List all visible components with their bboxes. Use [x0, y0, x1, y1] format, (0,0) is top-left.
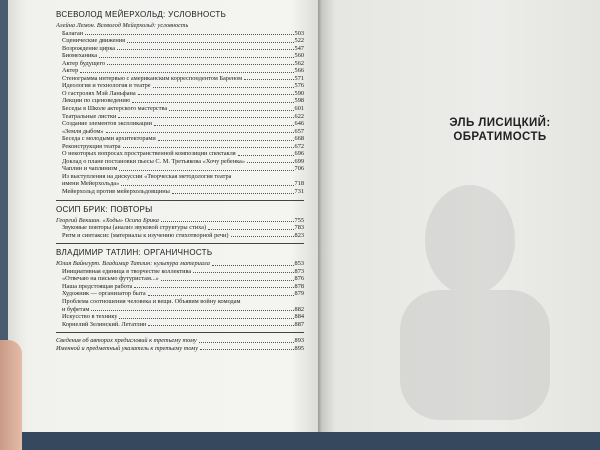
- toc-leader-dots: [148, 295, 294, 296]
- section-divider: [56, 243, 304, 244]
- toc-entry-title: и буфетам: [62, 305, 90, 313]
- toc-entry: [56, 345, 304, 353]
- toc-leader-dots: [117, 49, 293, 50]
- toc-leader-dots: [134, 287, 293, 288]
- toc-entry-title: Наша предстоящая работа: [62, 282, 133, 290]
- toc-entry-title: Сценические движения: [62, 37, 126, 45]
- toc-entry-title: Именной и предметный указатель к третьему тому: [56, 344, 199, 352]
- toc-entry-title: Создание элементов экспликации: [62, 120, 153, 128]
- toc-entry-page: 503: [294, 29, 304, 37]
- toc-entry-title: Лекции по сценоведению: [62, 97, 131, 105]
- toc-leader-dots: [212, 265, 294, 266]
- toc-entry-title: Звуковые повторы (анализ звуковой структуры стиха): [62, 224, 207, 232]
- toc-leader-dots: [158, 140, 294, 141]
- toc-leader-dots: [148, 325, 293, 326]
- toc-entry: [56, 306, 304, 314]
- toc-entry: [56, 283, 304, 291]
- toc-entry-title: Алейна Лемон. Всеволод Мейерхольд: условность: [56, 22, 189, 29]
- toc-entry-title: Мейерхольд против мейерхольдовщины: [62, 188, 170, 196]
- toc-entry-page: 718: [294, 180, 304, 188]
- toc-entry-page: 622: [294, 112, 304, 120]
- toc-entry-title: Проблема соотношения человека и вещи. Объявим войну комодам: [62, 297, 241, 305]
- toc-entry-page: 884: [294, 313, 304, 321]
- toc-leader-dots: [231, 236, 294, 237]
- toc-entry: [56, 232, 304, 240]
- toc-entry-title: «Земля дыбом»: [62, 127, 104, 135]
- toc-entry-title: Корнелий Зелинский. Летатлин: [62, 320, 147, 328]
- toc-entry-page: 522: [294, 37, 304, 45]
- toc-entry-title: Беседа с молодыми архитекторами: [62, 135, 156, 143]
- toc-entry-page: 873: [294, 267, 304, 275]
- toc-entry: [56, 45, 304, 53]
- toc-entry-page: 893: [294, 337, 304, 345]
- toc-entry-title: Сведения об авторах предисловий к третьему тому: [56, 337, 197, 345]
- toc-entry: [56, 97, 304, 105]
- toc-entry: [56, 158, 304, 166]
- toc-entry-page: 601: [294, 105, 304, 113]
- toc-entry-title: Возрождение цирка: [62, 44, 116, 52]
- toc-entry: [56, 173, 304, 181]
- toc-entry: [56, 128, 304, 136]
- toc-entry-page: 699: [294, 157, 304, 165]
- table-of-contents: [56, 10, 304, 352]
- toc-leader-dots: [121, 185, 293, 186]
- toc-entry-page: 887: [294, 320, 304, 328]
- toc-entry-page: 646: [294, 120, 304, 128]
- toc-entry-page: 576: [294, 82, 304, 90]
- toc-section-title: ВЛАДИМИР ТАТЛИН: ОРГАНИЧНОСТЬ: [56, 248, 213, 258]
- toc-entry-page: 566: [294, 67, 304, 75]
- toc-leader-dots: [172, 193, 294, 194]
- toc-entry-page: 590: [294, 89, 304, 97]
- toc-entry-title: Беседы в Школе актерского мастерства: [62, 105, 168, 113]
- toc-leader-dots: [138, 94, 294, 95]
- toc-entry-title: Идеология и технология в театре: [62, 82, 151, 90]
- toc-entry-title: Ритм и синтаксис (материалы к изучению стихотворной речи): [62, 231, 229, 239]
- toc-leader-dots: [154, 125, 294, 126]
- toc-entry: [56, 120, 304, 128]
- toc-leader-dots: [119, 170, 293, 171]
- toc-entry-page: 696: [294, 150, 304, 158]
- toc-entry-title: Актер: [62, 67, 79, 75]
- toc-leader-dots: [91, 310, 293, 311]
- toc-entry-page: 731: [294, 188, 304, 196]
- toc-leader-dots: [106, 132, 294, 133]
- toc-leader-dots: [123, 147, 294, 148]
- toc-leader-dots: [127, 42, 293, 43]
- toc-entry-page: 706: [294, 165, 304, 173]
- toc-entry: [56, 290, 304, 298]
- toc-entry: [56, 224, 304, 232]
- toc-entry: [56, 90, 304, 98]
- toc-entry: [56, 260, 304, 268]
- toc-entry-page: 547: [294, 44, 304, 52]
- toc-entry: [56, 37, 304, 45]
- toc-entry: [56, 337, 304, 345]
- toc-entry: [56, 67, 304, 75]
- toc-entry-title: Стенограмма интервью с американским корреспондентом Бареном: [62, 74, 243, 82]
- toc-leader-dots: [200, 349, 293, 350]
- toc-entry: [56, 298, 304, 306]
- toc-leader-dots: [247, 162, 294, 163]
- toc-leader-dots: [244, 79, 293, 80]
- toc-entry: [56, 275, 304, 283]
- toc-entry: [56, 60, 304, 68]
- toc-entry-title: О некоторых вопросах пространственной композиции спектакля: [62, 150, 236, 158]
- toc-leader-dots: [118, 117, 293, 118]
- toc-entry: [56, 22, 304, 30]
- toc-entry-title: Актер будущего: [62, 59, 106, 67]
- toc-entry-title: Искусство в технику: [62, 313, 118, 321]
- toc-entry: [56, 321, 304, 329]
- section-title: [420, 116, 580, 144]
- toc-entry-page: 853: [294, 260, 304, 268]
- section-title-line-1: ЭЛЬ ЛИСИЦКИЙ:: [449, 117, 551, 129]
- toc-entry: [56, 188, 304, 196]
- toc-leader-dots: [208, 229, 293, 230]
- section-title-line-2: ОБРАТИМОСТЬ: [453, 131, 547, 143]
- toc-leader-dots: [193, 272, 293, 273]
- toc-entry-title: Доклад о плане постановки пьесы С. М. Третьякова «Хочу ребенка»: [62, 157, 245, 165]
- toc-entry-page: 876: [294, 275, 304, 283]
- toc-entry: [56, 217, 304, 225]
- toc-leader-dots: [161, 221, 294, 222]
- toc-entry-title: Из выступления на дискуссии «Творческая методология театра: [62, 172, 232, 180]
- toc-leader-dots: [80, 72, 293, 73]
- toc-entry-page: 657: [294, 127, 304, 135]
- toc-entry-page: 571: [294, 74, 304, 82]
- toc-entry-page: 668: [294, 135, 304, 143]
- toc-leader-dots: [161, 280, 294, 281]
- toc-entry: [56, 135, 304, 143]
- toc-entry-title: имени Мейерхольда»: [62, 180, 120, 188]
- toc-section-title: ОСИП БРИК: ПОВТОРЫ: [56, 204, 153, 214]
- toc-entry-page: 882: [294, 305, 304, 313]
- toc-leader-dots: [107, 64, 293, 65]
- toc-entry-page: 878: [294, 282, 304, 290]
- toc-entry-title: Инициативная единица в творчестве коллектива: [62, 267, 192, 275]
- toc-entry-title: Биомеханика: [62, 52, 98, 60]
- toc-entry: [56, 268, 304, 276]
- faded-portrait-image: [340, 170, 580, 420]
- toc-leader-dots: [85, 34, 293, 35]
- toc-leader-dots: [169, 110, 293, 111]
- finger: [0, 340, 22, 450]
- toc-entry-page: 823: [294, 231, 304, 239]
- toc-entry-title: О гастролях Мэй Ланьфана: [62, 89, 136, 97]
- toc-entry: [56, 105, 304, 113]
- section-divider: [56, 332, 304, 333]
- toc-entry-title: Чаплин и чаплинизм: [62, 165, 118, 173]
- toc-leader-dots: [238, 155, 294, 156]
- toc-entry-page: 672: [294, 142, 304, 150]
- toc-leader-dots: [99, 57, 293, 58]
- toc-entry-title: Георгий Векшин. «Ходы» Осипа Брика: [56, 216, 159, 224]
- table-surface: [0, 432, 600, 450]
- toc-entry-title: Художник — организатор быта: [62, 290, 146, 298]
- toc-entry-title: «Отвечаю на письмо футуристам...»: [62, 275, 159, 283]
- toc-entry: [56, 150, 304, 158]
- toc-entry: [56, 75, 304, 83]
- toc-entry-page: 560: [294, 52, 304, 60]
- toc-section-title: ВСЕВОЛОД МЕЙЕРХОЛЬД: УСЛОВНОСТЬ: [56, 10, 227, 19]
- toc-entry-page: 895: [294, 344, 304, 352]
- toc-entry-page: 562: [294, 59, 304, 67]
- toc-entry: [56, 30, 304, 38]
- toc-entry-title: Театральные листки: [62, 112, 117, 120]
- toc-leader-dots: [119, 318, 293, 319]
- toc-leader-dots: [132, 102, 293, 103]
- toc-entry-title: Реконструкция театра: [62, 142, 121, 150]
- section-divider: [56, 200, 304, 201]
- toc-entry-page: 783: [294, 224, 304, 232]
- toc-entry-page: 879: [294, 290, 304, 298]
- toc-entry: [56, 165, 304, 173]
- toc-entry: [56, 313, 304, 321]
- toc-entry: [56, 82, 304, 90]
- toc-leader-dots: [153, 87, 294, 88]
- toc-entry-page: 755: [294, 216, 304, 224]
- toc-entry-title: Балаган: [62, 29, 84, 37]
- toc-entry: [56, 143, 304, 151]
- toc-entry-page: 598: [294, 97, 304, 105]
- toc-entry: [56, 180, 304, 188]
- toc-entry-title: Юлия Вайнгурт. Владимир Татлин: культура материала: [56, 260, 210, 268]
- toc-leader-dots: [199, 342, 294, 343]
- toc-entry: [56, 113, 304, 121]
- toc-entry: [56, 52, 304, 60]
